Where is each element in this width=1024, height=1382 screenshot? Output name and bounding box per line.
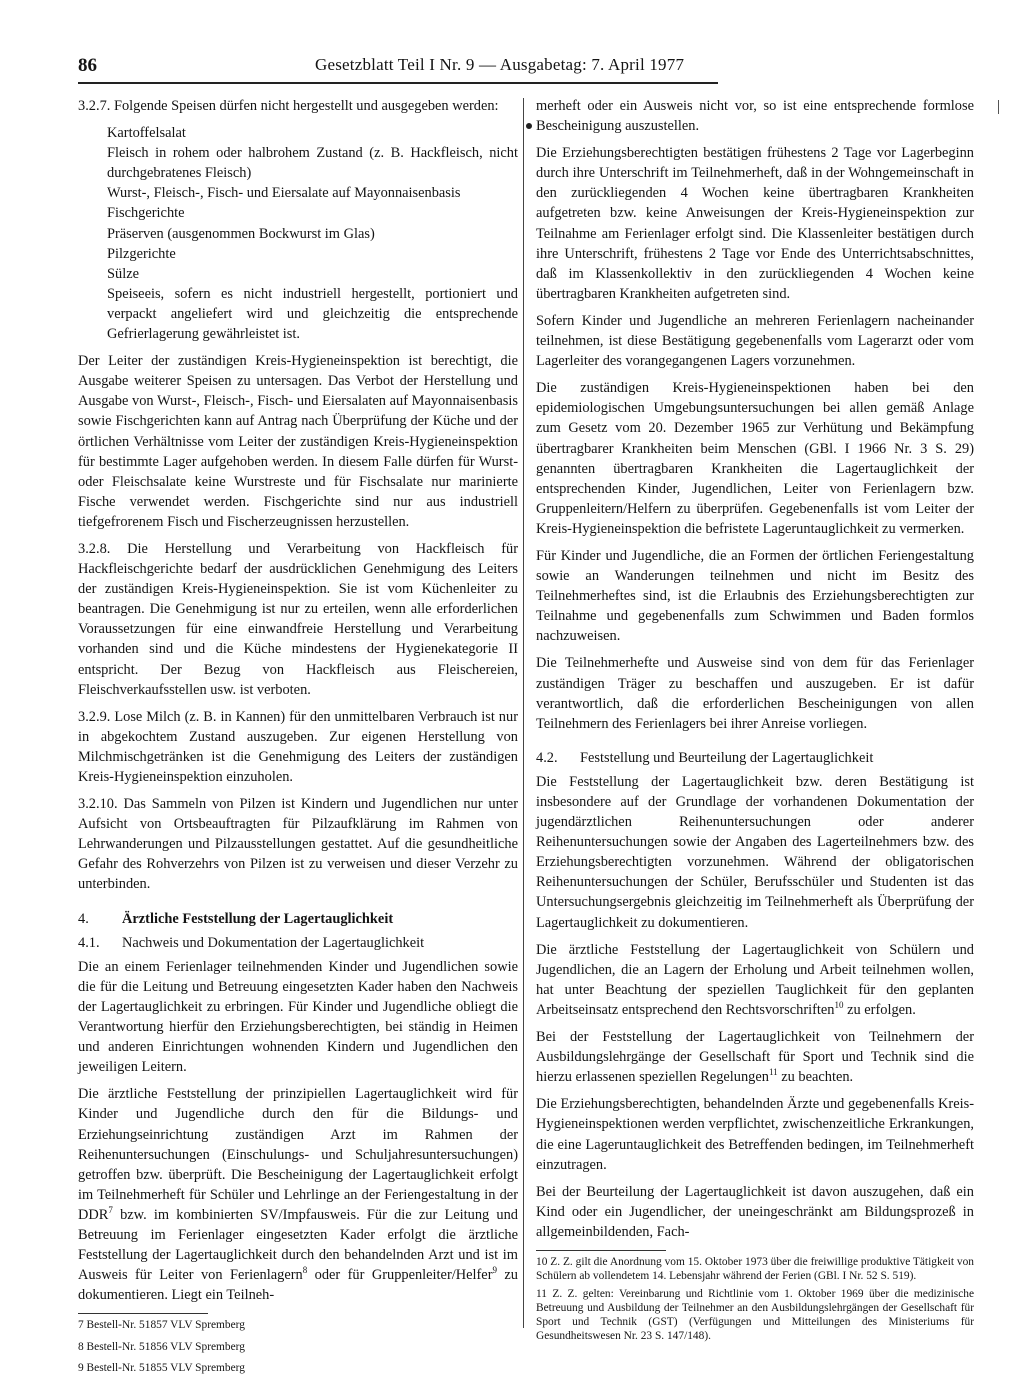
paragraph-leiter: Der Leiter der zuständigen Kreis-Hygieneinspektion ist berechtigt, die Ausgabe weiterer Speisen zu untersagen. Das Verbot der Herstellung und Ausgabe von Wurst-, Fleisch-, Fisch- und Eiersalaten auf Mayonnaisenbasis sowie Fischgerichten kann auf Antrag nach Überprüfung der Küche und der örtlichen Verhältnisse vom Leiter der zuständigen Kreis-Hygieneinspektion für bestimmte Lager aufgehoben werden. In diesem Falle dürfen für Wurst- oder Fleischsalate keine Wurstreste und für Fischsalate nur marinierte Fische verwendet werden. Fischgerichte sind nur aus industriell tiefgefrorenem Fisch und Fischerzeugnissen herzustellen. <box>78 353 518 530</box>
running-title: Gesetzblatt Teil I Nr. 9 — Ausgabetag: 7. April 1977 <box>315 55 685 74</box>
footnote: 11 Z. Z. gelten: Vereinbarung und Richtlinie vom 1. Oktober 1969 über die medizinische Betreuung und Ausbildung der Teilnehmer an den Ausbildungslehrgängen der Gesellschaft für Sport und Technik (GST) (Verfügungen und Mitteilungen des Ministeriums für Gesundheitswesen Nr. 23 S. 147/148). <box>536 1287 974 1343</box>
footnote-ref: 8 <box>302 1265 308 1276</box>
section-3-2-9: 3.2.9. Lose Milch (z. B. in Kannen) für den unmittelbaren Verbrauch ist nur in abgekochtem Zustand auszugeben. Zur eigenen Herstellung von Milchmischgetränken ist die Genehmigung des Leiters der zuständigen Kreis-Hygieneinspektion einzuholen. <box>78 708 518 785</box>
list-item: Präserven (ausgenommen Bockwurst im Glas) <box>107 225 375 242</box>
right-column <box>536 96 974 1351</box>
section-3-2-8: 3.2.8. Die Herstellung und Verarbeitung von Hackfleisch für Hackfleischgerichte bedarf der ausdrücklichen Genehmigung des Leiters der zuständigen Kreis-Hygieneinspektion. Sie ist vom Küchenleiter zu beantragen. Die Genehmigung ist nur zu erteilen, wenn alle erforderlichen Voraussetzungen für eine einwandfreie Herstellung und Verarbeitung vorhanden sind und die Küche mindestens der Hygienekategorie II entspricht. Der Bezug von Hackfleisch aus Fleischereien, Fleischverkaufsstellen usw. ist verboten. <box>78 540 518 698</box>
heading-number: 4.1. <box>78 934 100 951</box>
forbidden-foods-list <box>78 123 518 344</box>
footnote: 9 Bestell-Nr. 51855 VLV Spremberg <box>78 1361 245 1374</box>
paragraph-4-2-b <box>536 940 974 1020</box>
page-header <box>78 55 1016 81</box>
list-item: Fischgerichte <box>107 205 185 222</box>
heading-section-4-1 <box>78 933 518 953</box>
edge-mark <box>998 100 999 114</box>
paragraph-4-1-b <box>78 1084 518 1305</box>
section-3-2-10: 3.2.10. Das Sammeln von Pilzen ist Kindern und Jugendlichen nur unter Aufsicht von Ortsbeauftragten für Pilzaufklärung im Rahmen von Lehrwanderungen und Pilzausstellungen gestattet. Auf die gesundheitliche Gefahr des Rohverzehrs von Pilzen ist zu verweisen und dieser Verzehr zu unterbinden. <box>78 796 518 893</box>
heading-section-4 <box>78 909 518 929</box>
text-run: zu erfolgen. <box>843 1001 916 1018</box>
left-column <box>78 96 518 1382</box>
list-item: Wurst-, Fleisch-, Fisch- und Eiersalate auf Mayonnaisenbasis <box>107 185 461 202</box>
footnote: 7 Bestell-Nr. 51857 VLV Spremberg <box>78 1319 245 1332</box>
heading-number: 4.2. <box>536 749 558 766</box>
paragraph-sofern: Sofern Kinder und Jugendliche an mehreren Ferienlagern nacheinander teilnehmen, ist diese Bestätigung gegebenenfalls vom Lagerarzt oder vom Lagerleiter des vorangegangenen Lagers vorzunehmen. <box>536 312 974 370</box>
footnote-rule <box>536 1250 666 1251</box>
paragraph-4-2-c <box>536 1027 974 1087</box>
paragraph-teilnehmerhefte: Die Teilnehmerhefte und Ausweise sind von dem für das Ferienlager zuständigen Träger zu beschaffen und auszugeben. Er ist dafür verantwortlich, daß die erforderlichen Bescheinigungen von allen Teilnehmern des Ferienlagers bei ihrer Anreise vorliegen. <box>536 655 974 732</box>
list-item: Sülze <box>107 265 139 282</box>
header-rule <box>78 82 718 84</box>
heading-text: Nachweis und Dokumentation der Lagertauglichkeit <box>122 934 425 951</box>
text-run: zu dokumentieren. Liegt ein Teilneh- <box>78 1267 518 1304</box>
text-run: Die ärztliche Feststellung der prinzipiellen Lagertauglichkeit wird für Kinder und Jugendliche durch den für die Bildungs- und Erziehungseinrichtung zuständigen Arzt im Rahmen der Reihenuntersuchungen (Einschulungs- und Schuljahresuntersuchungen) getroffen bzw. überprüft. Die Bescheinigung der Lagertauglichkeit erfolgt im Teilnehmerheft für Schüler und Lehrlinge an der Feriengestaltung in der DDR <box>78 1086 518 1223</box>
text-run: Bei der Feststellung der Lagertauglichkeit von Teilnehmern der Ausbildungslehrgänge der Gesellschaft für Sport und Technik sind die hierzu erlassenen speziellen Regelungen <box>536 1029 974 1086</box>
list-item: Pilzgerichte <box>107 245 176 262</box>
paragraph-fuer-kinder: Für Kinder und Jugendliche, die an Formen der örtlichen Feriengestaltung sowie an Wanderungen teilnehmen und nicht im Besitz des Teilnehmerheftes sind, ist die Erlaubnis des Erziehungsberechtigten zur Teilnahme und gegebenenfalls zum Schwimmen und Baden formlos nachzuweisen. <box>536 547 974 645</box>
paragraph-4-2-d: Die Erziehungsberechtigten, behandelnden Ärzte und gegebenenfalls Kreis-Hygieneinspektionen werden verpflichtet, zwischenzeitliche Erkrankungen, die eine Lageruntauglichkeit des Betreffenden bedingen, im Teilnehmerheft einzutragen. <box>536 1096 974 1173</box>
column-divider <box>523 98 524 1328</box>
heading-text: Ärztliche Feststellung der Lagertauglichkeit <box>122 910 394 927</box>
footnote-ref: 10 <box>834 1000 844 1011</box>
heading-text: Feststellung und Beurteilung der Lagertauglichkeit <box>580 749 874 766</box>
paragraph-4-1-a: Die an einem Ferienlager teilnehmenden Kinder und Jugendlichen sowie die für die Leitung und Betreuung eingesetzten Kader haben den Nachweis der Lagertauglichkeit zu erbringen. Für Kinder und Jugendliche obliegt die Verantwortung hierfür den Erziehungsberechtigten, bei ständig in Heimen und anderen Einrichtungen wohnenden Kindern und Jugendlichen den jeweiligen Leitern. <box>78 958 518 1076</box>
paragraph-4-2-e: Bei der Beurteilung der Lagertauglichkeit ist davon auszugehen, daß ein Kind oder ein Jugendlicher, der uneingeschränkt am Bildungsprozeß in allgemeinbildenden, Fach- <box>536 1183 974 1240</box>
text-run: oder für Gruppenleiter/Helfer <box>307 1267 493 1284</box>
page-number: 86 <box>78 55 97 76</box>
footnote-ref: 11 <box>768 1067 778 1078</box>
margin-mark <box>526 123 532 129</box>
heading-section-4-2 <box>536 748 974 768</box>
paragraph-erziehungsberechtigte: Die Erziehungsberechtigten bestätigen frühestens 2 Tage vor Lagerbeginn durch ihre Unterschrift im Teilnehmerheft, daß in der Wohngemeinschaft in den zurückliegenden 4 Wochen keine übertragbaren Krankheiten aufgetreten bzw. keine Anweisungen der Kreis-Hygieneinspektion zur Teilnahme am Ferienlager erfolgt sind. Die Klassenleiter bestätigen durch ihre Unterschrift, frühestens 2 Tage vor Ende des Unterrichtsabschnittes, daß im Klassenkollektiv in den zurückliegenden 4 Wochen keine übertragbaren Krankheiten aufgetreten sind. <box>536 145 974 302</box>
paragraph-kreis-hygiene: Die zuständigen Kreis-Hygieneinspektionen haben bei den epidemiologischen Umgebungsuntersuchungen bei allen gemäß Anlage zum Gesetz vom 20. Dezember 1965 zur Verhütung und Bekämpfung übertragbarer Krankheiten beim Menschen (GBl. I 1966 Nr. 3 S. 29) genannten übertragbaren Krankheiten die Lagertauglichkeit der entsprechenden Kinder, Jugendlichen, Leiter von Ferienlagern bzw. Gruppenleitern/Helfern zu überprüfen. Gegebenenfalls ist vom Leiter der Kreis-Hygieneinspektion die befristete Lageruntauglichkeit zu vermerken. <box>536 380 974 537</box>
footnote-rule <box>78 1313 208 1314</box>
footnote: 10 Z. Z. gilt die Anordnung vom 15. Oktober 1973 über die freiwillige produktive Tätigkeit von Schülern ab vollendetem 14. Lebensjahr während der Ferien (GBl. I Nr. 52 S. 519). <box>536 1255 974 1283</box>
paragraph-continuation: merheft oder ein Ausweis nicht vor, so ist eine entsprechende formlose Bescheinigung auszustellen. <box>536 98 974 135</box>
footnote-ref: 9 <box>492 1265 497 1276</box>
footnote: 8 Bestell-Nr. 51856 VLV Spremberg <box>78 1340 245 1353</box>
text-run: zu beachten. <box>777 1069 854 1086</box>
section-3-2-7-intro: 3.2.7. Folgende Speisen dürfen nicht hergestellt und ausgegeben werden: <box>78 98 499 114</box>
heading-number: 4. <box>78 910 89 927</box>
text-run: bzw. im kombinierten SV/Impfausweis. Für die zur Leitung und Betreuung im Ferienlager eingesetzten Kader erfolgt die ärztliche Feststellung der Lagertauglichkeit durch den behandelnden Arzt und ist im Ausweis für Leiter von Ferienlagern <box>78 1206 518 1284</box>
list-item: Speiseeis, sofern es nicht industriell hergestellt, portioniert und verpackt angeliefert wird und gleichzeitig die entsprechende Gefrierlagerung gewährleistet ist. <box>107 285 518 343</box>
footnote-ref: 7 <box>108 1205 113 1216</box>
list-item: Kartoffelsalat <box>107 125 186 142</box>
text-run: Die ärztliche Feststellung der Lagertauglichkeit von Schülern und Jugendlichen, die an Lagern der Erholung und Arbeit teilnehmen wollen, hat unter Beachtung der speziellen Tauglichkeit für den geplanten Arbeitseinsatz entsprechend den Rechtsvorschriften <box>536 941 974 1018</box>
paragraph-4-2-a: Die Feststellung der Lagertauglichkeit bzw. deren Bestätigung ist insbesondere auf der Grundlage der vorhandenen Dokumentation der jugendärztlichen Reihenuntersuchungen oder anderer Reihenuntersuchungen sowie der Angaben des Lagerteilnehmers bzw. des Erziehungsberechtigten vorzunehmen. Während der obligatorischen Reihenuntersuchungen der Schüler, Berufsschüler und Studenten ist das Untersuchungsergebnis gleichzeitig im Teilnehmerheft als Überprüfung der Lagertauglichkeit zu dokumentieren. <box>536 773 974 931</box>
list-item: Fleisch in rohem oder halbrohem Zustand (z. B. Hackfleisch, nicht durchgebratenes Fleisch) <box>107 145 518 182</box>
